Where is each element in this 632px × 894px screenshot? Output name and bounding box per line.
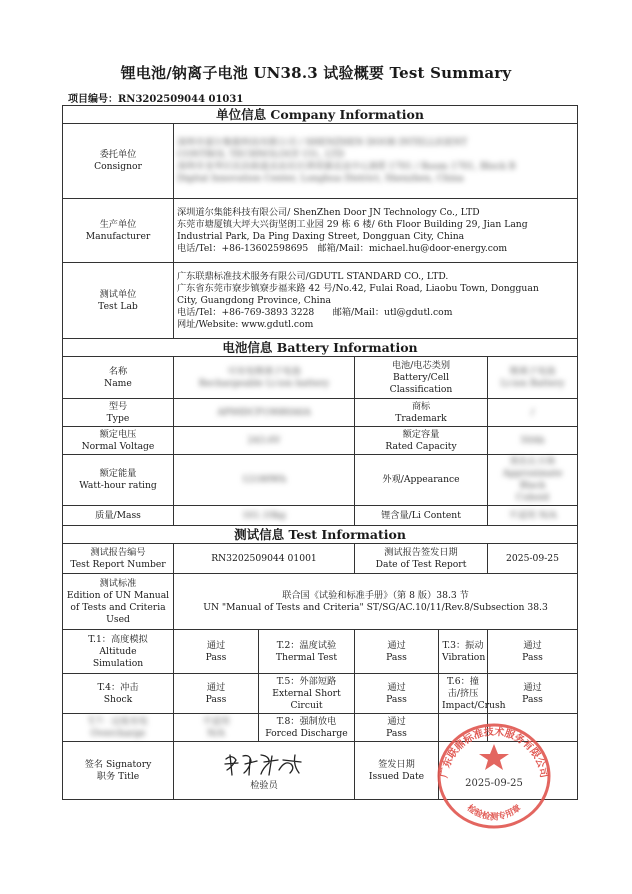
t5-result-en: Pass bbox=[386, 693, 407, 705]
t3-result-en: Pass bbox=[522, 651, 543, 663]
battery-name-value bbox=[174, 357, 355, 399]
signature-row bbox=[63, 742, 578, 800]
t7-label-cn: T.7：过度充电 bbox=[88, 715, 148, 727]
t6-label-cn: T.6：撞击/挤压 bbox=[447, 675, 479, 699]
consignor-line: 深圳市龙华区民治街道北站社区鸿荣源北站中心B塔 1701 / Room 1701, Block B bbox=[177, 161, 516, 172]
summary-sheet bbox=[62, 105, 577, 800]
standard-label bbox=[63, 574, 174, 630]
report-date-cn: 测试报告签发日期 bbox=[384, 546, 458, 558]
consignor-label-cn: 委托单位 bbox=[99, 149, 137, 160]
lab-line: 网址/Website: www.gdutl.com bbox=[177, 318, 314, 330]
t5-label-cn: T.5：外部短路 bbox=[276, 675, 337, 687]
li-content-value: 不适用 N/A bbox=[488, 506, 578, 526]
lab-label-en: Test Lab bbox=[98, 300, 138, 312]
appearance-value-line: Cuboid bbox=[515, 492, 550, 503]
mass-value: 161.10kg bbox=[174, 506, 355, 526]
tests-row-1 bbox=[63, 630, 578, 674]
title-label-line: 职务 Title bbox=[96, 770, 140, 782]
lab-line: 电话/Tel：+86-769-3893 3228 邮箱/Mail：utl@gdutl.com bbox=[177, 306, 453, 318]
test-section-row bbox=[63, 526, 578, 544]
seal-date: 2025-09-25 bbox=[465, 778, 523, 789]
mass-label: 质量/Mass bbox=[63, 506, 174, 526]
standard-value-cn: 联合国《试验和标准手册》（第 8 版）38.3 节 bbox=[282, 589, 469, 601]
t3-label-en: Vibration bbox=[442, 651, 486, 663]
t4-result-en: Pass bbox=[205, 693, 227, 705]
manufacturer-value bbox=[174, 199, 578, 263]
t1-result bbox=[174, 630, 259, 674]
t8-result-cn: 通过 bbox=[387, 715, 406, 727]
t1-result-en: Pass bbox=[205, 651, 227, 663]
t7-result bbox=[174, 714, 259, 742]
battery-name-label bbox=[63, 357, 174, 399]
classification-cn: 电池/电芯类别 bbox=[391, 359, 451, 371]
trademark-label bbox=[355, 399, 488, 427]
battery-mass-row bbox=[63, 506, 578, 526]
lab-value bbox=[174, 263, 578, 339]
t8-label bbox=[259, 714, 355, 742]
consignor-label-en: Consignor bbox=[94, 161, 142, 172]
t1-label-en: Altitude bbox=[99, 645, 137, 657]
type-value: AP00DCP19080A6A bbox=[174, 399, 355, 427]
t4-result-cn: 通过 bbox=[206, 681, 226, 693]
consignor-label bbox=[63, 124, 174, 199]
manufacturer-line: 东莞市塘厦镇大坪大兴街坚朗工业园 29 栋 6 楼/ 6th Floor Building 29, Jian Lang bbox=[177, 218, 528, 230]
consignor-value bbox=[174, 124, 578, 199]
t5-result bbox=[355, 674, 439, 714]
battery-section-row bbox=[63, 339, 578, 357]
t5-label bbox=[259, 674, 355, 714]
report-no-label bbox=[63, 544, 174, 574]
standard-value bbox=[174, 574, 578, 630]
seal-top-text: 广东联鼎标准技术服务有限公司 bbox=[439, 726, 549, 779]
t8-result-en: Pass bbox=[386, 727, 407, 739]
signature-cell bbox=[174, 742, 355, 800]
report-date-value: 2025-09-25 bbox=[488, 544, 578, 574]
battery-section-header: 电池信息 Battery Information bbox=[63, 339, 578, 357]
company-section-header: 单位信息 Company Information bbox=[63, 106, 578, 124]
document-title: 锂电池/钠离子电池 UN38.3 试验概要 Test Summary bbox=[120, 64, 512, 82]
t6-result-cn: 通过 bbox=[523, 681, 542, 693]
battery-name-value-cn: 可充电锂离子电池 bbox=[227, 365, 301, 377]
battery-name-row bbox=[63, 357, 578, 399]
capacity-label-en: Rated Capacity bbox=[385, 440, 457, 452]
t7-label-en: Overcharge bbox=[90, 727, 146, 739]
manufacturer-label-en: Manufacturer bbox=[85, 230, 151, 242]
consignor-line: CONTROL TECHNOLOGY CO., LTD bbox=[177, 149, 345, 160]
manufacturer-line: 深圳道尔集能科技有限公司/ ShenZhen Door JN Technology Co., LTD bbox=[177, 206, 480, 218]
standard-value-en: UN "Manual of Tests and Criteria" ST/SG/AC.10/11/Rev.8/Subsection 38.3 bbox=[203, 601, 548, 613]
classification-value-cn: 锂离子电池 bbox=[509, 365, 556, 377]
issued-date-cn: 签发日期 bbox=[378, 758, 415, 770]
t1-label-en: Simulation bbox=[92, 657, 144, 669]
capacity-label bbox=[355, 427, 488, 455]
standard-label-en: Used bbox=[106, 613, 130, 625]
report-date-label bbox=[355, 544, 488, 574]
battery-name-en: Name bbox=[104, 377, 132, 389]
t7-result-en: N/A bbox=[207, 727, 225, 739]
battery-name-value-en: Rechargeable Li-ion battery bbox=[198, 377, 330, 389]
t3-result bbox=[488, 630, 578, 674]
consignor-line: Digital Innovation Center, Longhua District, Shenzhen, China bbox=[177, 173, 464, 184]
t2-result-en: Pass bbox=[386, 651, 407, 663]
lab-row bbox=[63, 263, 578, 339]
battery-name-cn: 名称 bbox=[108, 365, 128, 377]
t5-label-en: External Short bbox=[272, 687, 341, 699]
t2-label bbox=[259, 630, 355, 674]
lab-label bbox=[63, 263, 174, 339]
capacity-label-cn: 额定容量 bbox=[402, 428, 440, 440]
seal-bottom-text: 检验检测专用章 bbox=[464, 803, 524, 823]
trademark-label-en: Trademark bbox=[395, 412, 447, 424]
classification-value-en: Li-ion Battery bbox=[500, 377, 565, 389]
manufacturer-row bbox=[63, 199, 578, 263]
issued-date-value bbox=[439, 742, 578, 800]
t7-result-cn: 不适用 bbox=[202, 715, 230, 727]
t4-label bbox=[63, 674, 174, 714]
t7-label bbox=[63, 714, 174, 742]
summary-table bbox=[62, 105, 578, 800]
t2-result-cn: 通过 bbox=[387, 639, 406, 651]
standard-label-cn: 测试标准 bbox=[99, 577, 137, 589]
t5-label-en: Circuit bbox=[290, 699, 323, 711]
signatory-label-line: 签名 Signatory bbox=[84, 758, 152, 770]
t8-result bbox=[355, 714, 439, 742]
classification-value bbox=[488, 357, 578, 399]
voltage-value: 243.6V bbox=[174, 427, 355, 455]
standard-row bbox=[63, 574, 578, 630]
company-section-row bbox=[63, 106, 578, 124]
classification-en: Classification bbox=[389, 383, 453, 395]
battery-voltage-row bbox=[63, 427, 578, 455]
appearance-value-line: 黑色长方体 bbox=[509, 456, 556, 467]
manufacturer-line: Industrial Park, Da Ping Daxing Street, Dongguan City, China bbox=[177, 230, 465, 242]
type-label-en: Type bbox=[106, 412, 130, 424]
report-date-en: Date of Test Report bbox=[375, 558, 467, 570]
t6-result-en: Pass bbox=[522, 693, 543, 705]
lab-label-cn: 测试单位 bbox=[99, 288, 137, 300]
t1-label-cn: T.1：高度模拟 bbox=[88, 633, 148, 645]
manufacturer-line: 电话/Tel：+86-13602598695 邮箱/Mail：michael.hu@door-energy.com bbox=[177, 242, 508, 254]
manufacturer-label-cn: 生产单位 bbox=[99, 218, 137, 230]
classification-en: Battery/Cell bbox=[392, 371, 450, 383]
consignor-row bbox=[63, 124, 578, 199]
report-no-en: Test Report Number bbox=[70, 558, 166, 570]
type-label bbox=[63, 399, 174, 427]
t8-label-cn: T.8：强制放电 bbox=[276, 715, 337, 727]
test-section-header: 测试信息 Test Information bbox=[63, 526, 578, 544]
t1-result-cn: 通过 bbox=[206, 639, 226, 651]
t2-label-en: Thermal Test bbox=[275, 651, 338, 663]
battery-type-row bbox=[63, 399, 578, 427]
t8-label-en: Forced Discharge bbox=[265, 727, 348, 739]
li-content-label: 锂含量/Li Content bbox=[355, 506, 488, 526]
voltage-label bbox=[63, 427, 174, 455]
appearance-value bbox=[488, 455, 578, 506]
tests-row-3 bbox=[63, 714, 578, 742]
report-no-cn: 测试报告编号 bbox=[90, 546, 146, 558]
appearance-value-line: Approximate Black bbox=[502, 468, 563, 491]
project-number-label: 项目编号： bbox=[68, 94, 118, 105]
issued-date-en: Issued Date bbox=[368, 770, 425, 782]
lab-line: 广东省东莞市寮步镇寮步福来路 42 号/No.42, Fulai Road, Liaobu Town, Dongguan bbox=[177, 282, 539, 294]
report-row bbox=[63, 544, 578, 574]
trademark-value: / bbox=[488, 399, 578, 427]
t1-label bbox=[63, 630, 174, 674]
energy-label-cn: 额定能量 bbox=[99, 468, 137, 479]
empty-cell bbox=[439, 714, 488, 742]
classification-label bbox=[355, 357, 488, 399]
standard-label-en: Edition of UN Manual bbox=[66, 589, 170, 601]
type-label-cn: 型号 bbox=[108, 400, 128, 412]
signatory-title: 检验员 bbox=[250, 779, 278, 791]
handwritten-signature bbox=[216, 750, 312, 780]
lab-line: City, Guangdong Province, China bbox=[177, 294, 331, 306]
t6-label bbox=[439, 674, 506, 714]
t6-label-en: Impact/Crush bbox=[442, 699, 506, 711]
energy-label-en: Watt-hour rating bbox=[79, 480, 157, 491]
standard-label-en: of Tests and Criteria bbox=[70, 601, 166, 613]
issued-date-label bbox=[355, 742, 439, 800]
energy-label bbox=[63, 455, 174, 506]
t4-label-en: Shock bbox=[103, 693, 133, 705]
capacity-value: 50Ah bbox=[488, 427, 578, 455]
t2-label-cn: T.2：温度试验 bbox=[276, 639, 337, 651]
project-number-value: RN3202509044 01031 bbox=[118, 94, 244, 105]
t2-result bbox=[355, 630, 439, 674]
signatory-label bbox=[63, 742, 174, 800]
tests-row-2 bbox=[63, 674, 578, 714]
manufacturer-label bbox=[63, 199, 174, 263]
voltage-label-cn: 额定电压 bbox=[99, 428, 137, 440]
t4-label-cn: T.4：冲击 bbox=[97, 681, 139, 693]
battery-energy-row bbox=[63, 455, 578, 506]
t3-label bbox=[439, 630, 488, 674]
voltage-label-en: Normal Voltage bbox=[81, 440, 155, 452]
t4-result bbox=[174, 674, 259, 714]
t3-label-cn: T.3：振动 bbox=[442, 639, 484, 651]
consignor-line: 深圳市道尔集能科技有限公司 / SHENZHEN DOOR INTELLIGENT bbox=[177, 137, 468, 148]
t3-result-cn: 通过 bbox=[523, 639, 542, 651]
t5-result-cn: 通过 bbox=[387, 681, 406, 693]
lab-line: 广东联鼎标准技术服务有限公司/GDUTL STANDARD CO., LTD. bbox=[177, 270, 449, 282]
energy-value: 12180Wh bbox=[174, 455, 355, 506]
appearance-label: 外观/Appearance bbox=[355, 455, 488, 506]
project-number bbox=[68, 90, 243, 105]
trademark-label-cn: 商标 bbox=[411, 400, 431, 412]
report-no-value: RN3202509044 01001 bbox=[174, 544, 355, 574]
empty-cell bbox=[488, 714, 578, 742]
